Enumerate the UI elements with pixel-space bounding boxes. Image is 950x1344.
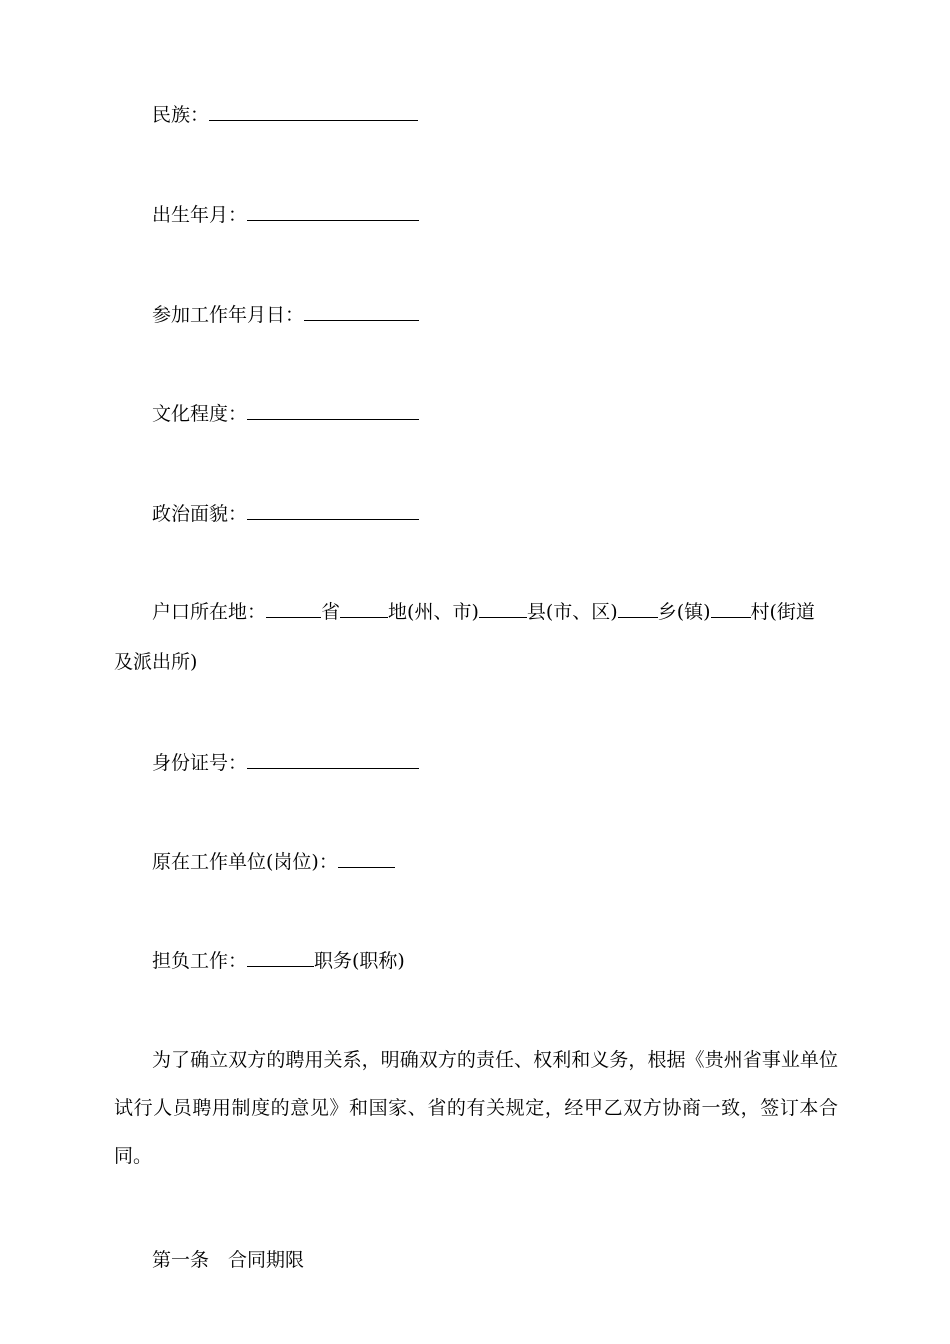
work-start-label: 参加工作年月日：: [152, 304, 305, 326]
political-label: 政治面貌：: [152, 503, 248, 525]
ethnicity-field: [152, 103, 418, 127]
id-number-blank: [247, 752, 419, 769]
hukou-xiang-label: 乡(镇): [657, 601, 711, 623]
former-unit-blank: [338, 851, 395, 868]
ethnicity-label: 民族：: [152, 104, 210, 126]
birth-field: [152, 203, 419, 227]
hukou-cun-blank: [711, 601, 751, 618]
hukou-cont-label: 及派出所): [114, 651, 198, 673]
job-label: 担负工作：: [152, 950, 248, 972]
id-number-label: 身份证号：: [152, 752, 248, 774]
work-start-blank: [304, 304, 419, 321]
education-blank: [247, 403, 419, 420]
preamble-paragraph: 为了确立双方的聘用关系，明确双方的责任、权利和义务，根据《贵州省事业单位试行人员聘用制度的意见》和国家、省的有关规定，经甲乙双方协商一致，签订本合同。: [114, 1049, 838, 1167]
hukou-di-label: 地(州、市): [388, 601, 479, 623]
work-start-field: [152, 303, 419, 327]
hukou-continuation: [114, 650, 197, 674]
former-unit-label: 原在工作单位(岗位)：: [152, 851, 338, 873]
hukou-sheng-label: 省: [321, 601, 341, 623]
hukou-xian-label: 县(市、区): [526, 601, 618, 623]
hukou-cun-label: 村(街道: [750, 601, 815, 623]
id-number-field: [152, 751, 419, 775]
birth-blank: [247, 204, 419, 221]
job-blank: [247, 950, 314, 967]
birth-label: 出生年月：: [152, 204, 248, 226]
job-field: [152, 949, 405, 973]
former-unit-field: [152, 850, 395, 874]
hukou-xian-blank: [479, 601, 527, 618]
education-label: 文化程度：: [152, 403, 248, 425]
hukou-field: [152, 600, 815, 624]
political-field: [152, 502, 419, 526]
hukou-sheng-blank: [266, 601, 321, 618]
article-1-heading: 第一条 合同期限: [152, 1249, 305, 1271]
education-field: [152, 402, 419, 426]
job-title-label: 职务(职称): [314, 950, 405, 972]
hukou-di-blank: [340, 601, 388, 618]
ethnicity-blank: [209, 104, 418, 121]
political-blank: [247, 503, 419, 520]
hukou-label: 户口所在地：: [152, 601, 267, 623]
hukou-xiang-blank: [618, 601, 658, 618]
